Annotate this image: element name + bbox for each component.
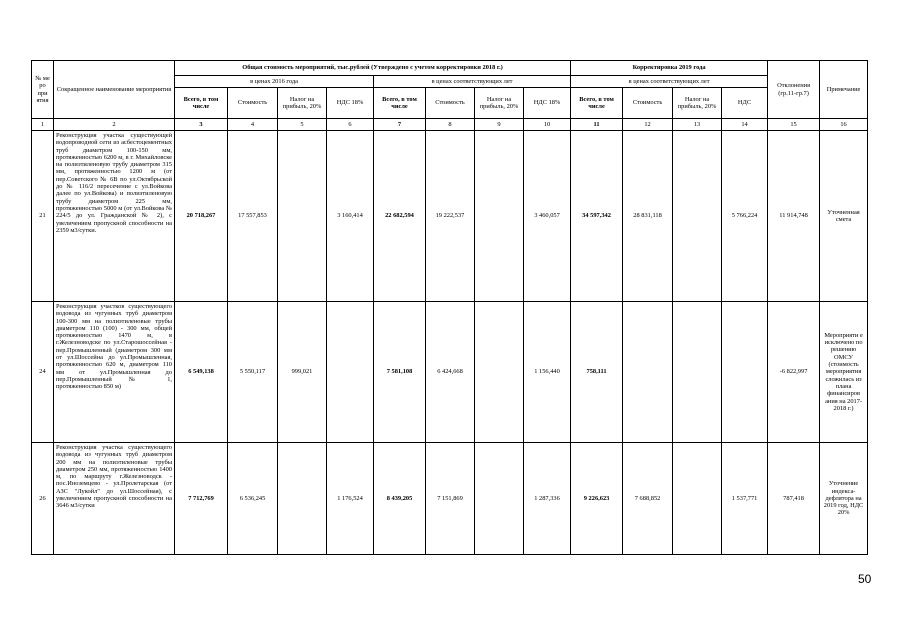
header-prices-current-a: в ценах соответствующих лет: [374, 76, 571, 88]
cell-deviation: -6 822,997: [768, 302, 820, 443]
column-number: 12: [623, 119, 673, 131]
cell-vat-correction: [722, 302, 768, 443]
cell-total-approved-current: 8 439,205: [374, 443, 426, 555]
cell-note: Уточнение индекса-дефлятора на 2019 год, НДС 20%: [820, 443, 868, 555]
column-number: 7: [374, 119, 426, 131]
cell-total-approved-current: 7 581,108: [374, 302, 426, 443]
row-number: 21: [32, 131, 54, 302]
header-num: № ме ро при ятия: [32, 61, 54, 119]
header-total-c: Всего, в том числе: [571, 88, 623, 119]
cell-cost-correction: [623, 302, 673, 443]
header-tax-b: Налог на прибыль, 20%: [475, 88, 524, 119]
row-description: Реконструкция участка существующей водопроводной сети из асбестоцементных труб диаметром 100-150 мм, протяженностью 6200 м, в г. Михайловске на полиэтиленовую трубу диаметром 315 мм, протяженностью 1200 м (от пер.Советского № 6В по ул.Октябрьской до № 116/2 пересечение с ул.Войкова далее по ул.Войкова) и полиэтиленовую трубу диаметром 225 мм, протяженностью 5000 м (от ул.Войкова № 224/5 до ул. Гражданской № 2), с увеличением пропускной способности на 2359 м3/сутки.: [54, 131, 175, 302]
header-name: Сокращенное наименование мероприятия: [54, 61, 175, 119]
column-number: 10: [524, 119, 571, 131]
cell-deviation: 787,418: [768, 443, 820, 555]
cell-tax-current: [475, 443, 524, 555]
cell-total-correction: 758,111: [571, 302, 623, 443]
cell-total-correction: 34 597,342: [571, 131, 623, 302]
row-description: Реконструкция участков существующего водовода из чугунных труб диаметром 100-300 мм на полиэтиленовые трубы диаметром 110 (100) - 300 мм, общей протяженностью 1470 м, в г.Железноводске по ул.Старошоссейная - пер.Промышленный (диаметром 300 мм от ул.Шоссейна до ул.Промышленная, протяженностью 620 м, диаметром 110 мм от ул.Промышленная до пер.Промышленный № 1, протяженностью 850 м): [54, 302, 175, 443]
cell-vat-current: 3 460,057: [524, 131, 571, 302]
cell-vat-correction: 5 766,224: [722, 131, 768, 302]
cell-vat-2016: [327, 302, 374, 443]
column-number: 14: [722, 119, 768, 131]
header-tax-c: Налог на прибыль, 20%: [673, 88, 722, 119]
cell-cost-2016: 5 550,117: [228, 302, 278, 443]
header-vat-a: НДС 18%: [327, 88, 374, 119]
cell-tax-2016: [278, 131, 327, 302]
header-group-correction: Корректировка 2019 года: [571, 61, 768, 76]
header-cost-a: Стоимость: [228, 88, 278, 119]
page-number: 50: [858, 572, 872, 586]
header-row-1: [32, 61, 868, 76]
column-number: 13: [673, 119, 722, 131]
cell-note: Мероприяти е исключено по решению ОМСУ (стоимость мероприятия сложилась из плана финансиров ания на 2017-2018 г.): [820, 302, 868, 443]
column-number: 3: [175, 119, 228, 131]
header-tax-a: Налог на прибыль, 20%: [278, 88, 327, 119]
cell-tax-correction: [673, 131, 722, 302]
investment-table: [31, 60, 868, 555]
header-cost-b: Стоимость: [426, 88, 475, 119]
column-number-row: [32, 119, 868, 131]
column-number: 11: [571, 119, 623, 131]
cell-tax-correction: [673, 302, 722, 443]
cell-total-approved-current: 22 682,594: [374, 131, 426, 302]
column-number: 6: [327, 119, 374, 131]
header-vat-c: НДС: [722, 88, 768, 119]
cell-total-correction: 9 226,623: [571, 443, 623, 555]
header-group-approved: Общая стоимость мероприятий, тыс.рублей (Утверждено с учетом корректировки 2018 г.): [175, 61, 571, 76]
header-note: Примечание: [820, 61, 868, 119]
cell-cost-current: 19 222,537: [426, 131, 475, 302]
column-number: 2: [54, 119, 175, 131]
cell-total-approved-2016: 20 718,267: [175, 131, 228, 302]
cell-cost-current: 6 424,668: [426, 302, 475, 443]
column-number: 5: [278, 119, 327, 131]
cell-vat-correction: 1 537,771: [722, 443, 768, 555]
cell-tax-2016: 999,021: [278, 302, 327, 443]
header-deviation: Отклонения (гр.11-гр.7): [768, 61, 820, 119]
table-row: [32, 131, 868, 302]
cell-note: Уточненная смета: [820, 131, 868, 302]
cell-tax-2016: [278, 443, 327, 555]
column-number: 4: [228, 119, 278, 131]
cell-deviation: 11 914,748: [768, 131, 820, 302]
column-number: 8: [426, 119, 475, 131]
cell-vat-2016: 1 176,524: [327, 443, 374, 555]
header-total-b: Всего, в том числе: [374, 88, 426, 119]
row-description: Реконструкция участка существующего водовода из чугунных труб диаметром 200 мм на полиэтиленовые трубы диаметром 250 мм, протяженностью 1400 м, по маршруту г.Железноводск - пос.Иноземцево - ул.Пролетарская (от АЗС "Лукойл" до ул.Шоссейная), с увеличением пропускной способности на 3646 м3/сутки: [54, 443, 175, 555]
cell-vat-current: 1 156,440: [524, 302, 571, 443]
cell-tax-current: [475, 131, 524, 302]
column-number: 16: [820, 119, 868, 131]
column-number: 1: [32, 119, 54, 131]
cell-cost-correction: 7 688,852: [623, 443, 673, 555]
cell-cost-2016: 17 557,853: [228, 131, 278, 302]
header-cost-c: Стоимость: [623, 88, 673, 119]
cell-tax-correction: [673, 443, 722, 555]
column-number: 9: [475, 119, 524, 131]
column-number: 15: [768, 119, 820, 131]
cell-cost-current: 7 151,869: [426, 443, 475, 555]
cell-total-approved-2016: 7 712,769: [175, 443, 228, 555]
row-number: 24: [32, 302, 54, 443]
header-prices-2016: в ценах 2016 года: [175, 76, 374, 88]
cell-total-approved-2016: 6 549,138: [175, 302, 228, 443]
cell-tax-current: [475, 302, 524, 443]
header-prices-current-b: в ценах соответствующих лет: [571, 76, 768, 88]
header-total-a: Всего, в том числе: [175, 88, 228, 119]
table-row: [32, 302, 868, 443]
header-vat-b: НДС 18%: [524, 88, 571, 119]
row-number: 26: [32, 443, 54, 555]
cell-vat-2016: 3 160,414: [327, 131, 374, 302]
cell-cost-2016: 6 536,245: [228, 443, 278, 555]
cell-cost-correction: 28 831,118: [623, 131, 673, 302]
table-row: [32, 443, 868, 555]
cell-vat-current: 1 287,336: [524, 443, 571, 555]
